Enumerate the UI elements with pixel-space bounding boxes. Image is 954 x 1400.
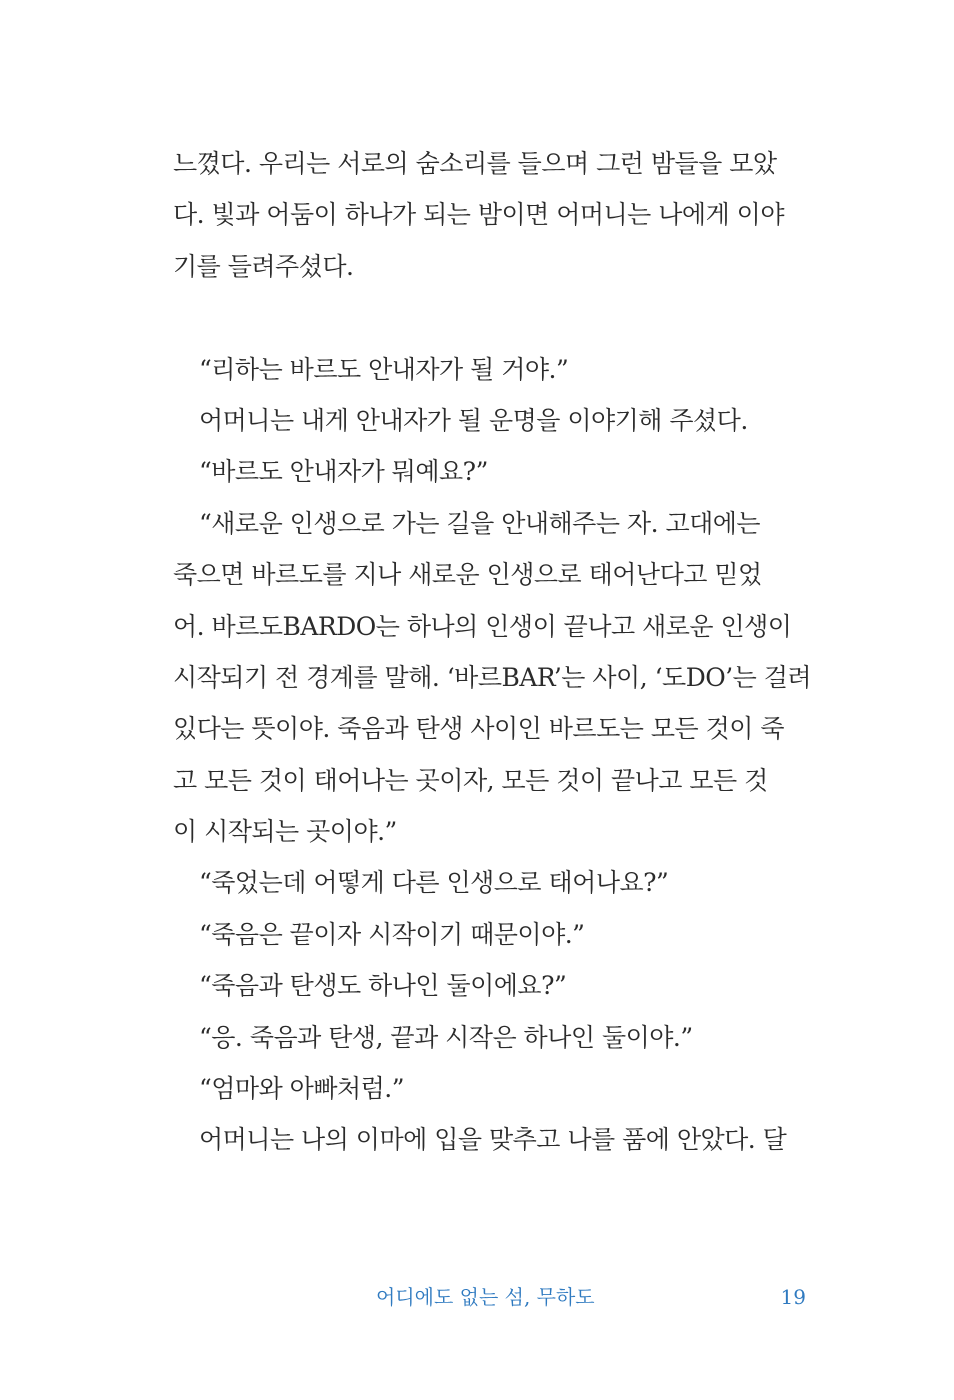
text-line: 어. 바르도BARDO는 하나의 인생이 끝나고 새로운 인생이 [173, 611, 792, 641]
text-line: 고 모든 것이 태어나는 곳이자, 모든 것이 끝나고 모든 것 [173, 765, 768, 795]
paragraph [173, 138, 805, 292]
text-line: “새로운 인생으로 가는 길을 안내해주는 자. 고대에는 [199, 508, 761, 538]
text-line: 어머니는 내게 안내자가 될 운명을 이야기해 주셨다. [199, 405, 748, 435]
text-line: “바르도 안내자가 뭐예요?” [199, 457, 488, 487]
text-line: 느꼈다. 우리는 서로의 숨소리를 들으며 그런 밤들을 모았 [173, 149, 777, 178]
text-line: “죽음과 탄생도 하나인 둘이에요?” [199, 971, 567, 1001]
dialogue-section [173, 344, 812, 1166]
text-line: 이 시작되는 곳이야.” [173, 817, 397, 847]
page-body [173, 138, 812, 1166]
text-line: 다. 빛과 어둠이 하나가 되는 밤이면 어머니는 나에게 이야 [173, 200, 784, 230]
page-number: 19 [780, 1285, 806, 1309]
page-footer [0, 1282, 954, 1312]
text-line: “죽었는데 어떻게 다른 인생으로 태어나요?” [199, 868, 669, 898]
book-title: 어디에도 없는 섬, 무하도 [376, 1285, 595, 1309]
text-line: 기를 들려주셨다. [173, 251, 354, 281]
text-line: “응. 죽음과 탄생, 끝과 시작은 하나인 둘이야.” [199, 1022, 693, 1052]
text-line: 있다는 뜻이야. 죽음과 탄생 사이인 바르도는 모든 것이 죽 [173, 714, 784, 744]
text-line: 어머니는 나의 이마에 입을 맞추고 나를 품에 안았다. 달 [199, 1125, 787, 1155]
text-line: 죽으면 바르도를 지나 새로운 인생으로 태어난다고 믿었 [173, 560, 762, 590]
text-line: 시작되기 전 경계를 말해. ‘바르BAR’는 사이, ‘도DO’는 걸려 [173, 662, 812, 692]
text-line: “죽음은 끝이자 시작이기 때문이야.” [199, 919, 585, 949]
text-line: “리하는 바르도 안내자가 될 거야.” [199, 354, 569, 384]
paragraph-gap [173, 292, 805, 343]
text-line: “엄마와 아빠처럼.” [199, 1074, 405, 1104]
